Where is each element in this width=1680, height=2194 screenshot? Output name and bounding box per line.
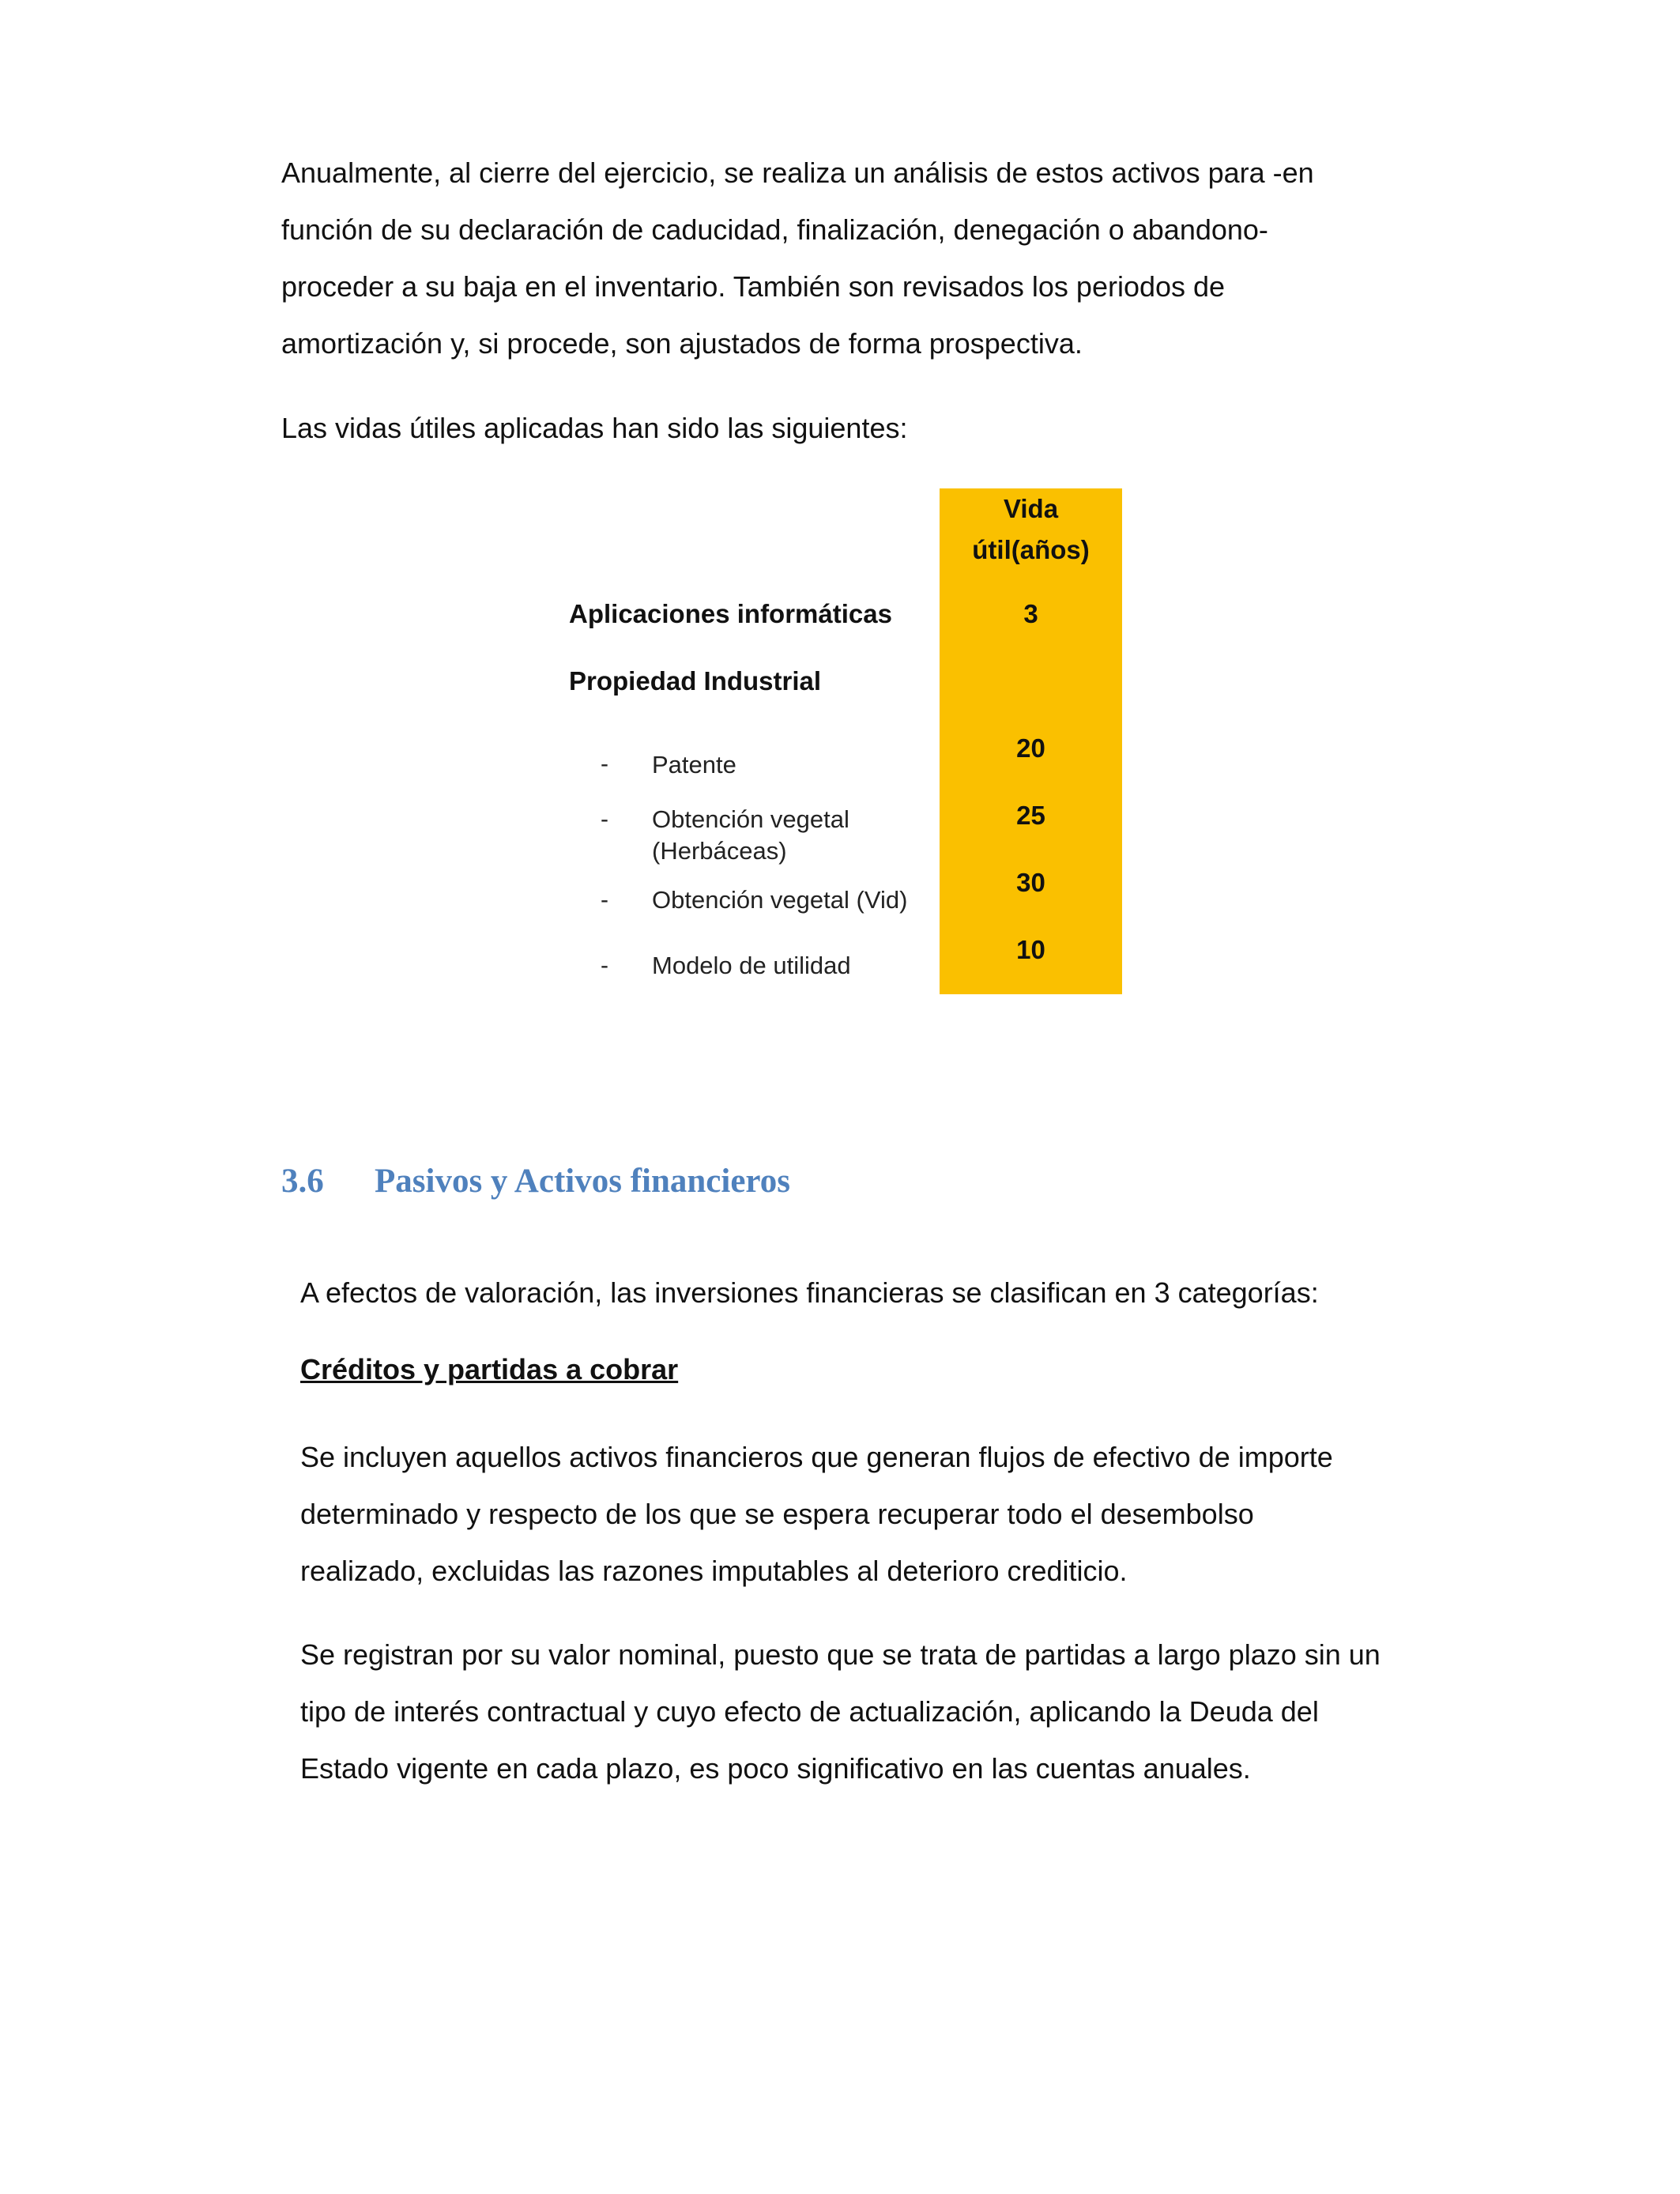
row-label-propiedad: Propiedad Industrial	[569, 666, 822, 696]
paragraph-registered	[300, 1627, 1381, 1797]
bullet-dash: -	[601, 887, 608, 913]
sub-row-value-vid: 30	[1016, 868, 1045, 897]
row-value-aplicaciones: 3	[1023, 599, 1038, 628]
bullet-dash: -	[601, 751, 608, 777]
sub-row-label-line: Patente	[652, 751, 736, 778]
text-line: función de su declaración de caducidad, finalización, denegación o abandono-	[281, 213, 1268, 246]
intro-paragraph	[281, 145, 1314, 372]
sub-row-label-line: Modelo de utilidad	[652, 952, 851, 979]
sub-row-label-herbaceas	[652, 804, 849, 867]
useful-lives-intro	[281, 400, 907, 457]
text-line: Estado vigente en cada plazo, es poco significativo en las cuentas anuales.	[300, 1752, 1251, 1785]
text-line: Se registran por su valor nominal, puesto que se trata de partidas a largo plazo sin un	[300, 1638, 1381, 1671]
sub-row-label-line: Obtención vegetal	[652, 805, 849, 833]
sub-row-label-line: (Herbáceas)	[652, 837, 787, 865]
text-line: amortización y, si procede, son ajustados de forma prospectiva.	[281, 327, 1083, 360]
column-header-line: útil(años)	[972, 535, 1090, 564]
text-line: Las vidas útiles aplicadas han sido las siguientes:	[281, 412, 908, 444]
sub-row-label-vid	[652, 884, 907, 916]
section-number: 3.6	[281, 1163, 324, 1200]
sub-row-value-patente: 20	[1016, 733, 1045, 763]
sub-row-label-modelo	[652, 950, 851, 982]
paragraph-includes	[300, 1429, 1333, 1600]
text-line: Se incluyen aquellos activos financieros que generan flujos de efectivo de importe	[300, 1441, 1333, 1473]
sub-row-label-patente	[652, 749, 736, 781]
valuation-intro	[300, 1265, 1319, 1321]
bullet-dash: -	[601, 806, 608, 832]
section-title: Pasivos y Activos financieros	[375, 1163, 790, 1200]
column-header	[940, 488, 1122, 571]
text-line: Anualmente, al cierre del ejercicio, se realiza un análisis de estos activos para -en	[281, 156, 1314, 189]
section-heading	[281, 1162, 790, 1201]
sub-row-value-herbaceas: 25	[1016, 801, 1045, 830]
bullet-dash: -	[601, 952, 608, 978]
column-header-line: Vida	[1003, 494, 1059, 523]
text-line: A efectos de valoración, las inversiones financieras se clasifican en 3 categorías:	[300, 1276, 1319, 1309]
text-line: determinado y respecto de los que se espera recuperar todo el desembolso	[300, 1498, 1254, 1530]
text-line: tipo de interés contractual y cuyo efecto de actualización, aplicando la Deuda del	[300, 1695, 1319, 1728]
text-line: proceder a su baja en el inventario. También son revisados los periodos de	[281, 270, 1226, 303]
sub-row-label-line: Obtención vegetal (Vid)	[652, 886, 908, 914]
row-label-aplicaciones: Aplicaciones informáticas	[569, 599, 892, 628]
text-line: realizado, excluidas las razones imputables al deterioro crediticio.	[300, 1555, 1128, 1587]
sub-row-value-modelo: 10	[1016, 935, 1045, 964]
subheading-creditos: Créditos y partidas a cobrar	[300, 1353, 679, 1385]
